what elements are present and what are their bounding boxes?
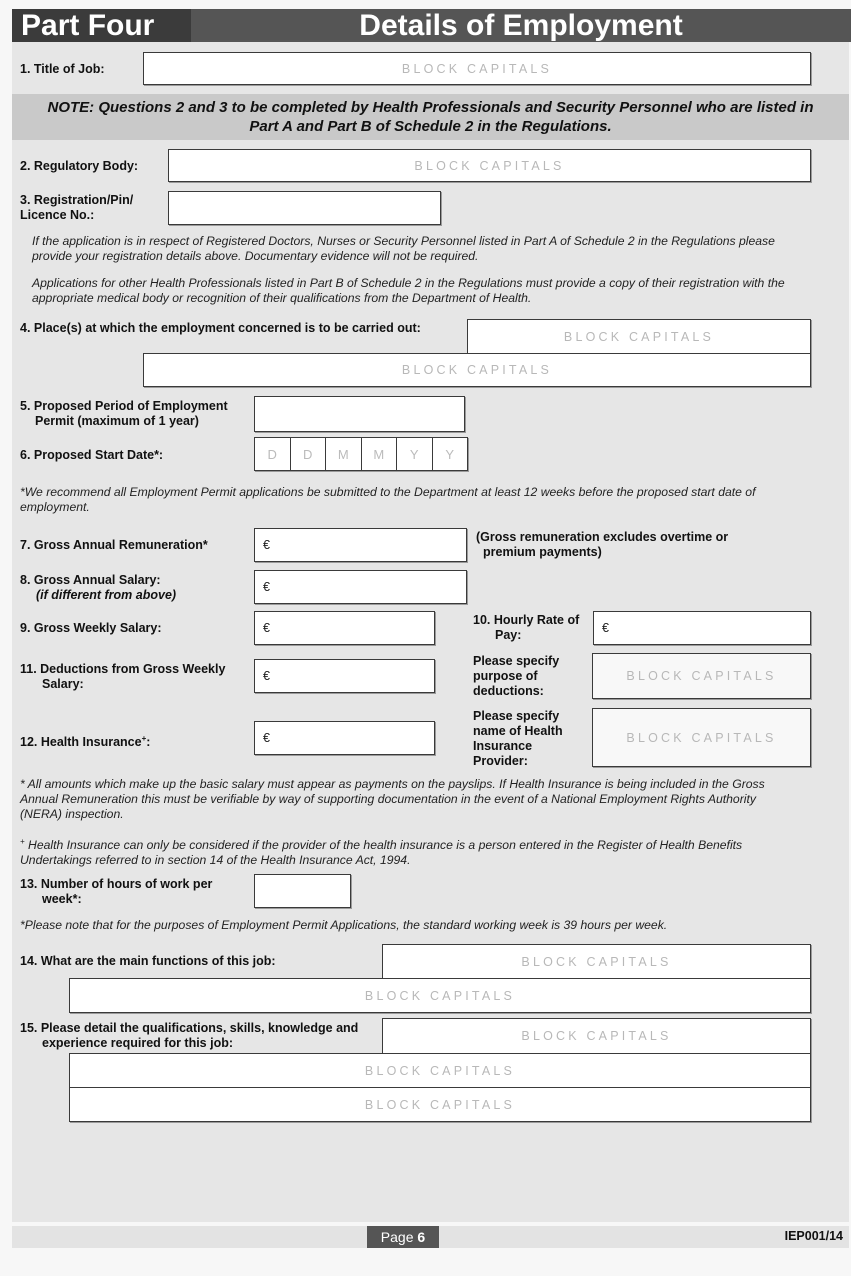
form-code: IEP001/14 [784,1229,843,1243]
qualifications-input-2[interactable] [69,1053,811,1088]
weekly-salary-input[interactable] [254,611,435,645]
qualifications-input-3[interactable] [69,1087,811,1122]
placeholder: BLOCK CAPITALS [364,988,516,1003]
placeholder: BLOCK CAPITALS [401,61,553,76]
title-of-job-label: 1. Title of Job: [20,62,105,76]
label-line-2: Salary: [42,677,84,691]
month-digit-2[interactable]: M [362,438,398,470]
note-line: employment. [20,500,90,514]
health-insurance-provider-input[interactable] [592,708,811,767]
paragraph-line: provide your registration details above. Documentary evidence will not be required. [32,249,479,263]
label-line-2: week*: [42,892,82,906]
label-line: Provider: [473,754,528,768]
qualifications-input-1[interactable] [382,1018,811,1054]
label-line: Please specify [473,654,560,668]
deductions-input[interactable] [254,659,435,693]
label-line-1: 8. Gross Annual Salary: [20,573,161,587]
gross-remuneration-label: 7. Gross Annual Remuneration* [20,538,208,552]
label-line-1: 5. Proposed Period of Employment [20,399,228,413]
hours-per-week-label [20,877,212,907]
label-line: deductions: [473,684,544,698]
registration-input[interactable] [168,191,441,225]
year-digit-2[interactable]: Y [445,446,455,462]
gross-remuneration-note [476,530,728,560]
page-footer [12,1226,849,1248]
euro-symbol: € [602,621,609,635]
regulatory-body-label: 2. Regulatory Body: [20,159,139,173]
plus-footnote-marker: + [20,837,25,846]
placeholder: BLOCK CAPITALS [626,730,777,745]
health-insurance-footnote [20,834,742,868]
weekly-salary-label: 9. Gross Weekly Salary: [20,621,162,635]
label-line-1: 11. Deductions from Gross Weekly [20,662,226,676]
footnote-line: Undertakings referred to in section 14 of the Health Insurance Act, 1994. [20,853,411,868]
employment-period-input[interactable] [254,396,465,432]
label-line: Insurance [473,739,533,753]
paragraph-line: Applications for other Health Professionals listed in Part B of Schedule 2 in the Regulations must provide a copy of their registration with the [32,276,785,290]
label-line-1: 13. Number of hours of work per [20,877,213,891]
regulatory-body-input[interactable] [168,149,811,182]
start-date-note [20,485,755,515]
deductions-label [20,662,225,692]
main-functions-label: 14. What are the main functions of this job: [20,954,276,968]
label-line-2: Permit (maximum of 1 year) [35,414,199,428]
euro-symbol: € [263,580,270,594]
page-number-badge [367,1226,439,1248]
working-week-note: *Please note that for the purposes of Employment Permit Applications, the standard working week is 39 hours per week. [20,918,668,932]
main-functions-input-2[interactable] [69,978,811,1013]
placeholder: BLOCK CAPITALS [626,669,777,683]
health-insurance-label [20,731,150,750]
note-line-1: (Gross remuneration excludes overtime or [476,530,729,544]
placeholder: BLOCK CAPITALS [521,954,672,969]
qualifications-label [20,1021,358,1051]
euro-symbol: € [263,538,270,552]
euro-symbol: € [263,731,270,745]
label-text: 12. Health Insurance [20,735,142,750]
other-professionals-paragraph [32,276,785,306]
plus-footnote-marker: + [141,734,147,743]
day-digit-2[interactable]: D [291,438,327,470]
registration-info-paragraph [32,234,775,264]
paragraph-line: appropriate medical body or recognition of their qualifications from the Department of Health. [32,291,532,305]
note-banner [12,94,849,140]
start-date-input[interactable] [254,437,468,471]
placeholder: BLOCK CAPITALS [414,158,565,173]
label-line-2: experience required for this job: [42,1036,234,1050]
footnote-line: Health Insurance can only be considered if the provider of the health insurance is a person entered in the Register of Health Benefits [24,838,743,853]
label-subtext: (if different from above) [36,588,177,602]
label-line-2: Pay: [495,628,522,642]
placeholder: BLOCK CAPITALS [364,1063,516,1078]
place-of-employment-input-2[interactable] [143,353,811,387]
note-line-2: premium payments) [483,545,602,559]
page-header [12,9,851,42]
label-line-1: 10. Hourly Rate of [473,613,580,627]
health-insurance-input[interactable] [254,721,435,755]
placeholder: BLOCK CAPITALS [563,329,715,344]
footnote-line: Annual Remuneration this must be verifiable by way of supporting documentation in the event of a National Employment Rights Authority [20,792,756,806]
deductions-purpose-label [473,654,559,699]
label-line: purpose of [473,669,538,683]
placeholder: BLOCK CAPITALS [521,1029,672,1043]
salary-footnote [20,777,765,822]
registration-label-line-1: 3. Registration/Pin/ [20,193,134,207]
note-line-1: NOTE: Questions 2 and 3 to be completed by Health Professionals and Security Personnel who are listed in [47,99,814,116]
footnote-line: * All amounts which make up the basic salary must appear as payments on the payslips. If Health Insurance is being included in the Gross [20,777,765,791]
gross-salary-label [20,573,176,603]
main-functions-input-1[interactable] [382,944,811,979]
euro-symbol: € [263,621,270,635]
employment-period-label [20,399,228,429]
gross-salary-input[interactable] [254,570,467,604]
place-of-employment-input-1[interactable] [467,319,811,354]
part-label: Part Four [12,9,191,42]
gross-remuneration-input[interactable] [254,528,467,562]
label-line: Please specify [473,709,560,723]
registration-label [20,193,133,223]
day-digit-1[interactable]: D [255,438,291,470]
deductions-purpose-input[interactable] [592,653,811,699]
start-date-label: 6. Proposed Start Date*: [20,448,164,462]
place-of-employment-label: 4. Place(s) at which the employment concerned is to be carried out: [20,321,421,335]
title-of-job-input[interactable] [143,52,811,85]
note-line: *We recommend all Employment Permit applications be submitted to the Department at least 12 weeks before the proposed start date of [20,485,756,499]
paragraph-line: If the application is in respect of Registered Doctors, Nurses or Security Personnel listed in Part A of Schedule 2 in the Regulations please [32,234,775,248]
hourly-rate-input[interactable] [593,611,811,645]
year-digit-1[interactable]: Y [397,438,433,470]
registration-label-line-2: Licence No.: [20,208,95,222]
placeholder: BLOCK CAPITALS [364,1097,516,1112]
page-title: Details of Employment [359,9,683,42]
health-insurance-provider-label [473,709,563,769]
label-line: name of Health [473,724,563,738]
note-line-2: Part A and Part B of Schedule 2 in the Regulations. [249,118,612,135]
footnote-line: (NERA) inspection. [20,807,124,821]
hourly-rate-label [473,613,579,643]
label-line-1: 15. Please detail the qualifications, skills, knowledge and [20,1021,359,1035]
euro-symbol: € [263,669,270,683]
label-colon: : [146,735,151,750]
page-word: Page [380,1229,414,1245]
hours-per-week-input[interactable] [254,874,351,908]
placeholder: BLOCK CAPITALS [401,363,553,377]
month-digit-1[interactable]: M [326,438,362,470]
page-number: 6 [417,1229,426,1245]
